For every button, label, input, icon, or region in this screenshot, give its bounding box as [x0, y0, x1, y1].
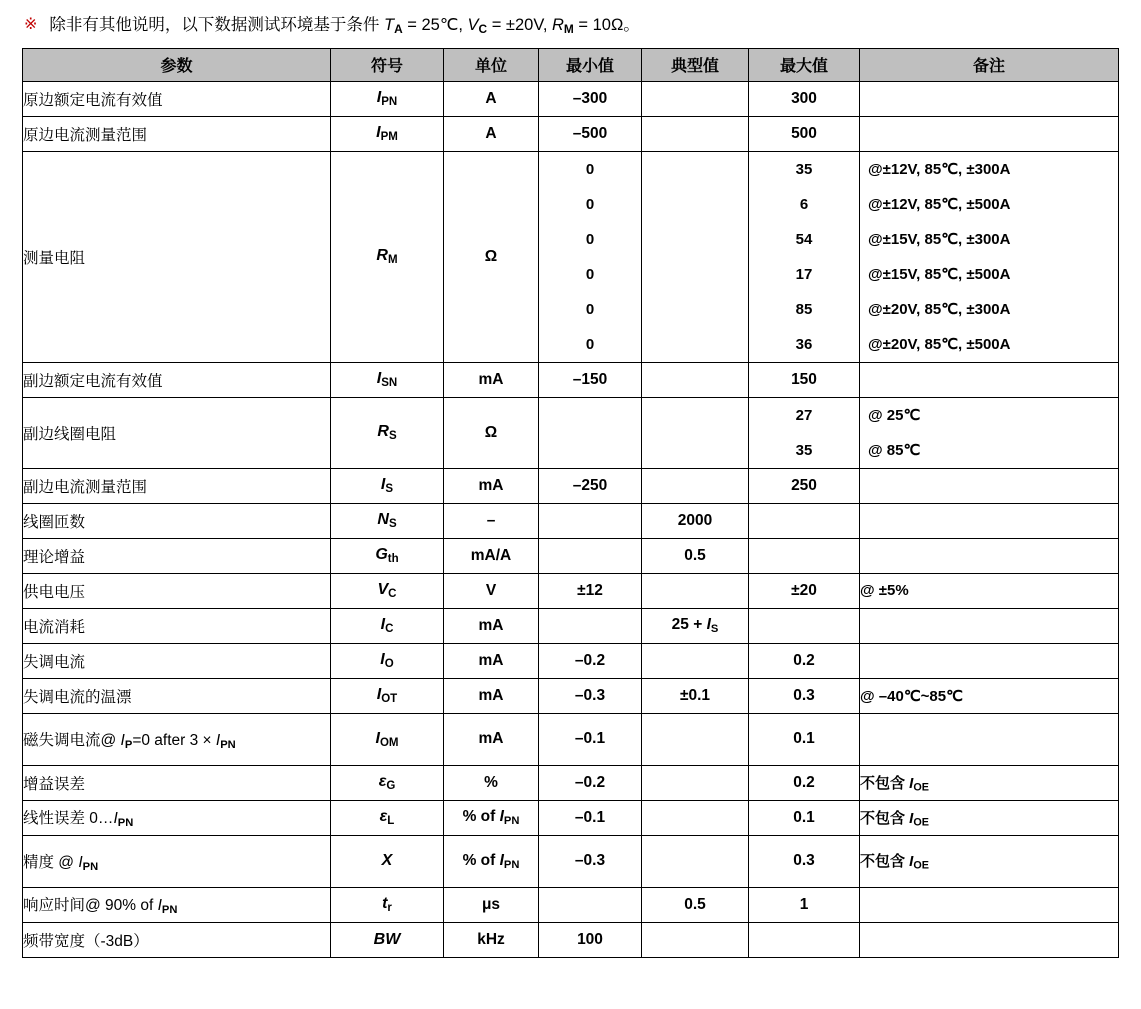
param-symbol: $I_{OM}$	[331, 713, 444, 765]
param-min: –500	[539, 116, 642, 151]
param-notes	[860, 713, 1119, 765]
param-unit: μs	[444, 887, 539, 922]
param-max: 250	[749, 468, 860, 503]
param-max	[749, 608, 860, 643]
param-min: ±12	[539, 573, 642, 608]
table-row	[23, 678, 1119, 713]
param-typ	[642, 81, 749, 116]
param-unit: mA/A	[444, 538, 539, 573]
table-row	[23, 922, 1119, 957]
param-max	[749, 922, 860, 957]
param-unit: mA	[444, 643, 539, 678]
value-cell: 27	[795, 406, 813, 424]
table-row	[23, 362, 1119, 397]
param-label: 测量电阻	[23, 151, 331, 362]
param-max: 0.2	[749, 765, 860, 800]
param-typ	[642, 116, 749, 151]
param-min	[539, 887, 642, 922]
value-cell: 35	[795, 160, 813, 178]
note-cell: @±12V, 85℃, ±300A	[868, 160, 1011, 178]
param-symbol: $I_S$	[331, 468, 444, 503]
param-label: 副边线圈电阻	[23, 397, 331, 468]
param-unit: Ω	[444, 397, 539, 468]
param-unit: mA	[444, 468, 539, 503]
param-label: 精度 @ $I_{PN}$	[23, 835, 331, 887]
param-typ: ±0.1	[642, 678, 749, 713]
param-max: 0.3	[749, 678, 860, 713]
param-max-list	[749, 397, 860, 468]
test-conditions-note	[24, 14, 1119, 38]
param-min: –0.3	[539, 835, 642, 887]
param-max: 150	[749, 362, 860, 397]
param-notes: @ ±5%	[860, 573, 1119, 608]
param-symbol: $R_M$	[331, 151, 444, 362]
param-label: 副边电流测量范围	[23, 468, 331, 503]
param-typ	[642, 151, 749, 362]
param-unit: kHz	[444, 922, 539, 957]
param-unit: % of $I_{PN}$	[444, 800, 539, 835]
value-cell: 0	[585, 230, 595, 248]
param-max: 0.2	[749, 643, 860, 678]
table-row	[23, 81, 1119, 116]
table-row	[23, 887, 1119, 922]
param-max: 0.1	[749, 800, 860, 835]
param-typ	[642, 573, 749, 608]
param-min: –300	[539, 81, 642, 116]
note-cell: @±20V, 85℃, ±300A	[868, 300, 1011, 318]
param-symbol: $I_{OT}$	[331, 678, 444, 713]
param-unit: %	[444, 765, 539, 800]
param-notes-list	[860, 151, 1119, 362]
header-notes: 备注	[860, 48, 1119, 81]
param-typ	[642, 397, 749, 468]
param-symbol: $V_C$	[331, 573, 444, 608]
param-notes	[860, 503, 1119, 538]
param-label: 磁失调电流@ $I_P=0$ after $3 \times I_{PN}$	[23, 713, 331, 765]
param-label: 线圈匝数	[23, 503, 331, 538]
param-max: ±20	[749, 573, 860, 608]
param-label: 线性误差 $0\dots I_{PN}$	[23, 800, 331, 835]
param-label: 失调电流的温漂	[23, 678, 331, 713]
param-symbol: $I_O$	[331, 643, 444, 678]
param-label: 响应时间@ 90% of $I_{PN}$	[23, 887, 331, 922]
param-symbol: $t_r$	[331, 887, 444, 922]
value-cell: 35	[795, 441, 813, 459]
param-notes	[860, 887, 1119, 922]
param-symbol: $R_S$	[331, 397, 444, 468]
param-max: 1	[749, 887, 860, 922]
param-typ	[642, 800, 749, 835]
note-cell: @±15V, 85℃, ±300A	[868, 230, 1011, 248]
param-typ	[642, 468, 749, 503]
param-notes-list	[860, 397, 1119, 468]
param-min: –0.3	[539, 678, 642, 713]
table-row	[23, 468, 1119, 503]
param-typ	[642, 835, 749, 887]
value-cell: 17	[795, 265, 813, 283]
param-unit: mA	[444, 678, 539, 713]
param-min: –0.1	[539, 713, 642, 765]
param-unit: V	[444, 573, 539, 608]
param-max-list	[749, 151, 860, 362]
param-typ	[642, 643, 749, 678]
param-notes: 不包含 $I_{OE}$	[860, 835, 1119, 887]
param-notes	[860, 643, 1119, 678]
param-typ: 2000	[642, 503, 749, 538]
value-cell: 0	[585, 335, 595, 353]
param-notes	[860, 608, 1119, 643]
param-unit: –	[444, 503, 539, 538]
param-typ	[642, 713, 749, 765]
table-row	[23, 765, 1119, 800]
param-label: 原边电流测量范围	[23, 116, 331, 151]
header-max: 最大值	[749, 48, 860, 81]
param-max: 500	[749, 116, 860, 151]
table-row	[23, 800, 1119, 835]
table-row	[23, 573, 1119, 608]
param-notes	[860, 116, 1119, 151]
param-unit: mA	[444, 362, 539, 397]
param-symbol: $\varepsilon_L$	[331, 800, 444, 835]
param-notes	[860, 922, 1119, 957]
param-notes: 不包含 $I_{OE}$	[860, 765, 1119, 800]
table-row	[23, 608, 1119, 643]
param-notes: @ –40℃~85℃	[860, 678, 1119, 713]
note-text: 除非有其他说明，以下数据测试环境基于条件 $T_A$ = 25℃, $V_C = \pm 20V$, $R_M = 10\Omega$。	[49, 16, 640, 36]
param-label: 增益误差	[23, 765, 331, 800]
note-cell: @ 25℃	[868, 406, 921, 424]
param-notes: 不包含 $I_{OE}$	[860, 800, 1119, 835]
param-typ	[642, 765, 749, 800]
value-cell: 54	[795, 230, 813, 248]
note-cell: @±12V, 85℃, ±500A	[868, 195, 1011, 213]
param-label: 失调电流	[23, 643, 331, 678]
param-unit: A	[444, 81, 539, 116]
param-unit: mA	[444, 608, 539, 643]
param-notes	[860, 468, 1119, 503]
param-label: 原边额定电流有效值	[23, 81, 331, 116]
table-row	[23, 397, 1119, 468]
param-symbol: $\varepsilon_G$	[331, 765, 444, 800]
param-label: 供电电压	[23, 573, 331, 608]
param-unit: A	[444, 116, 539, 151]
param-min	[539, 397, 642, 468]
param-typ: 0.5	[642, 538, 749, 573]
value-cell: 0	[585, 195, 595, 213]
param-label: 副边额定电流有效值	[23, 362, 331, 397]
table-row	[23, 151, 1119, 362]
value-cell: 0	[585, 265, 595, 283]
note-cell: @±20V, 85℃, ±500A	[868, 335, 1011, 353]
value-cell: 0	[585, 160, 595, 178]
param-notes	[860, 362, 1119, 397]
param-symbol: $G_{th}$	[331, 538, 444, 573]
param-notes	[860, 81, 1119, 116]
param-min-list	[539, 151, 642, 362]
table-header-row	[23, 48, 1119, 81]
param-max: 300	[749, 81, 860, 116]
table-row	[23, 643, 1119, 678]
param-max: 0.1	[749, 713, 860, 765]
param-label: 理论增益	[23, 538, 331, 573]
param-typ: $25 + I_S$	[642, 608, 749, 643]
table-row	[23, 538, 1119, 573]
param-min: –0.2	[539, 643, 642, 678]
param-typ	[642, 362, 749, 397]
header-min: 最小值	[539, 48, 642, 81]
param-unit: Ω	[444, 151, 539, 362]
value-cell: 85	[795, 300, 813, 318]
value-cell: 0	[585, 300, 595, 318]
param-typ	[642, 922, 749, 957]
param-min: 100	[539, 922, 642, 957]
param-typ: 0.5	[642, 887, 749, 922]
param-symbol: $I_C$	[331, 608, 444, 643]
param-min: –150	[539, 362, 642, 397]
header-typ: 典型值	[642, 48, 749, 81]
param-symbol: $I_{SN}$	[331, 362, 444, 397]
table-row	[23, 503, 1119, 538]
param-min: –0.1	[539, 800, 642, 835]
table-row	[23, 835, 1119, 887]
value-cell: 36	[795, 335, 813, 353]
param-min	[539, 538, 642, 573]
param-symbol: $I_{PM}$	[331, 116, 444, 151]
table-row	[23, 116, 1119, 151]
param-min: –250	[539, 468, 642, 503]
param-min: –0.2	[539, 765, 642, 800]
param-symbol: $I_{PN}$	[331, 81, 444, 116]
param-label: 频带宽度（-3dB）	[23, 922, 331, 957]
param-max: 0.3	[749, 835, 860, 887]
param-max	[749, 503, 860, 538]
note-cell: @ 85℃	[868, 441, 921, 459]
param-unit: mA	[444, 713, 539, 765]
param-symbol: $N_S$	[331, 503, 444, 538]
header-param: 参数	[23, 48, 331, 81]
param-notes	[860, 538, 1119, 573]
note-mark-icon: ※	[24, 16, 38, 33]
header-unit: 单位	[444, 48, 539, 81]
specifications-table	[22, 48, 1119, 958]
note-cell: @±15V, 85℃, ±500A	[868, 265, 1011, 283]
param-max	[749, 538, 860, 573]
param-label: 电流消耗	[23, 608, 331, 643]
param-unit: % of $I_{PN}$	[444, 835, 539, 887]
header-symbol: 符号	[331, 48, 444, 81]
param-symbol: X	[331, 835, 444, 887]
param-min	[539, 608, 642, 643]
param-min	[539, 503, 642, 538]
param-symbol: BW	[331, 922, 444, 957]
value-cell: 6	[799, 195, 809, 213]
table-row	[23, 713, 1119, 765]
